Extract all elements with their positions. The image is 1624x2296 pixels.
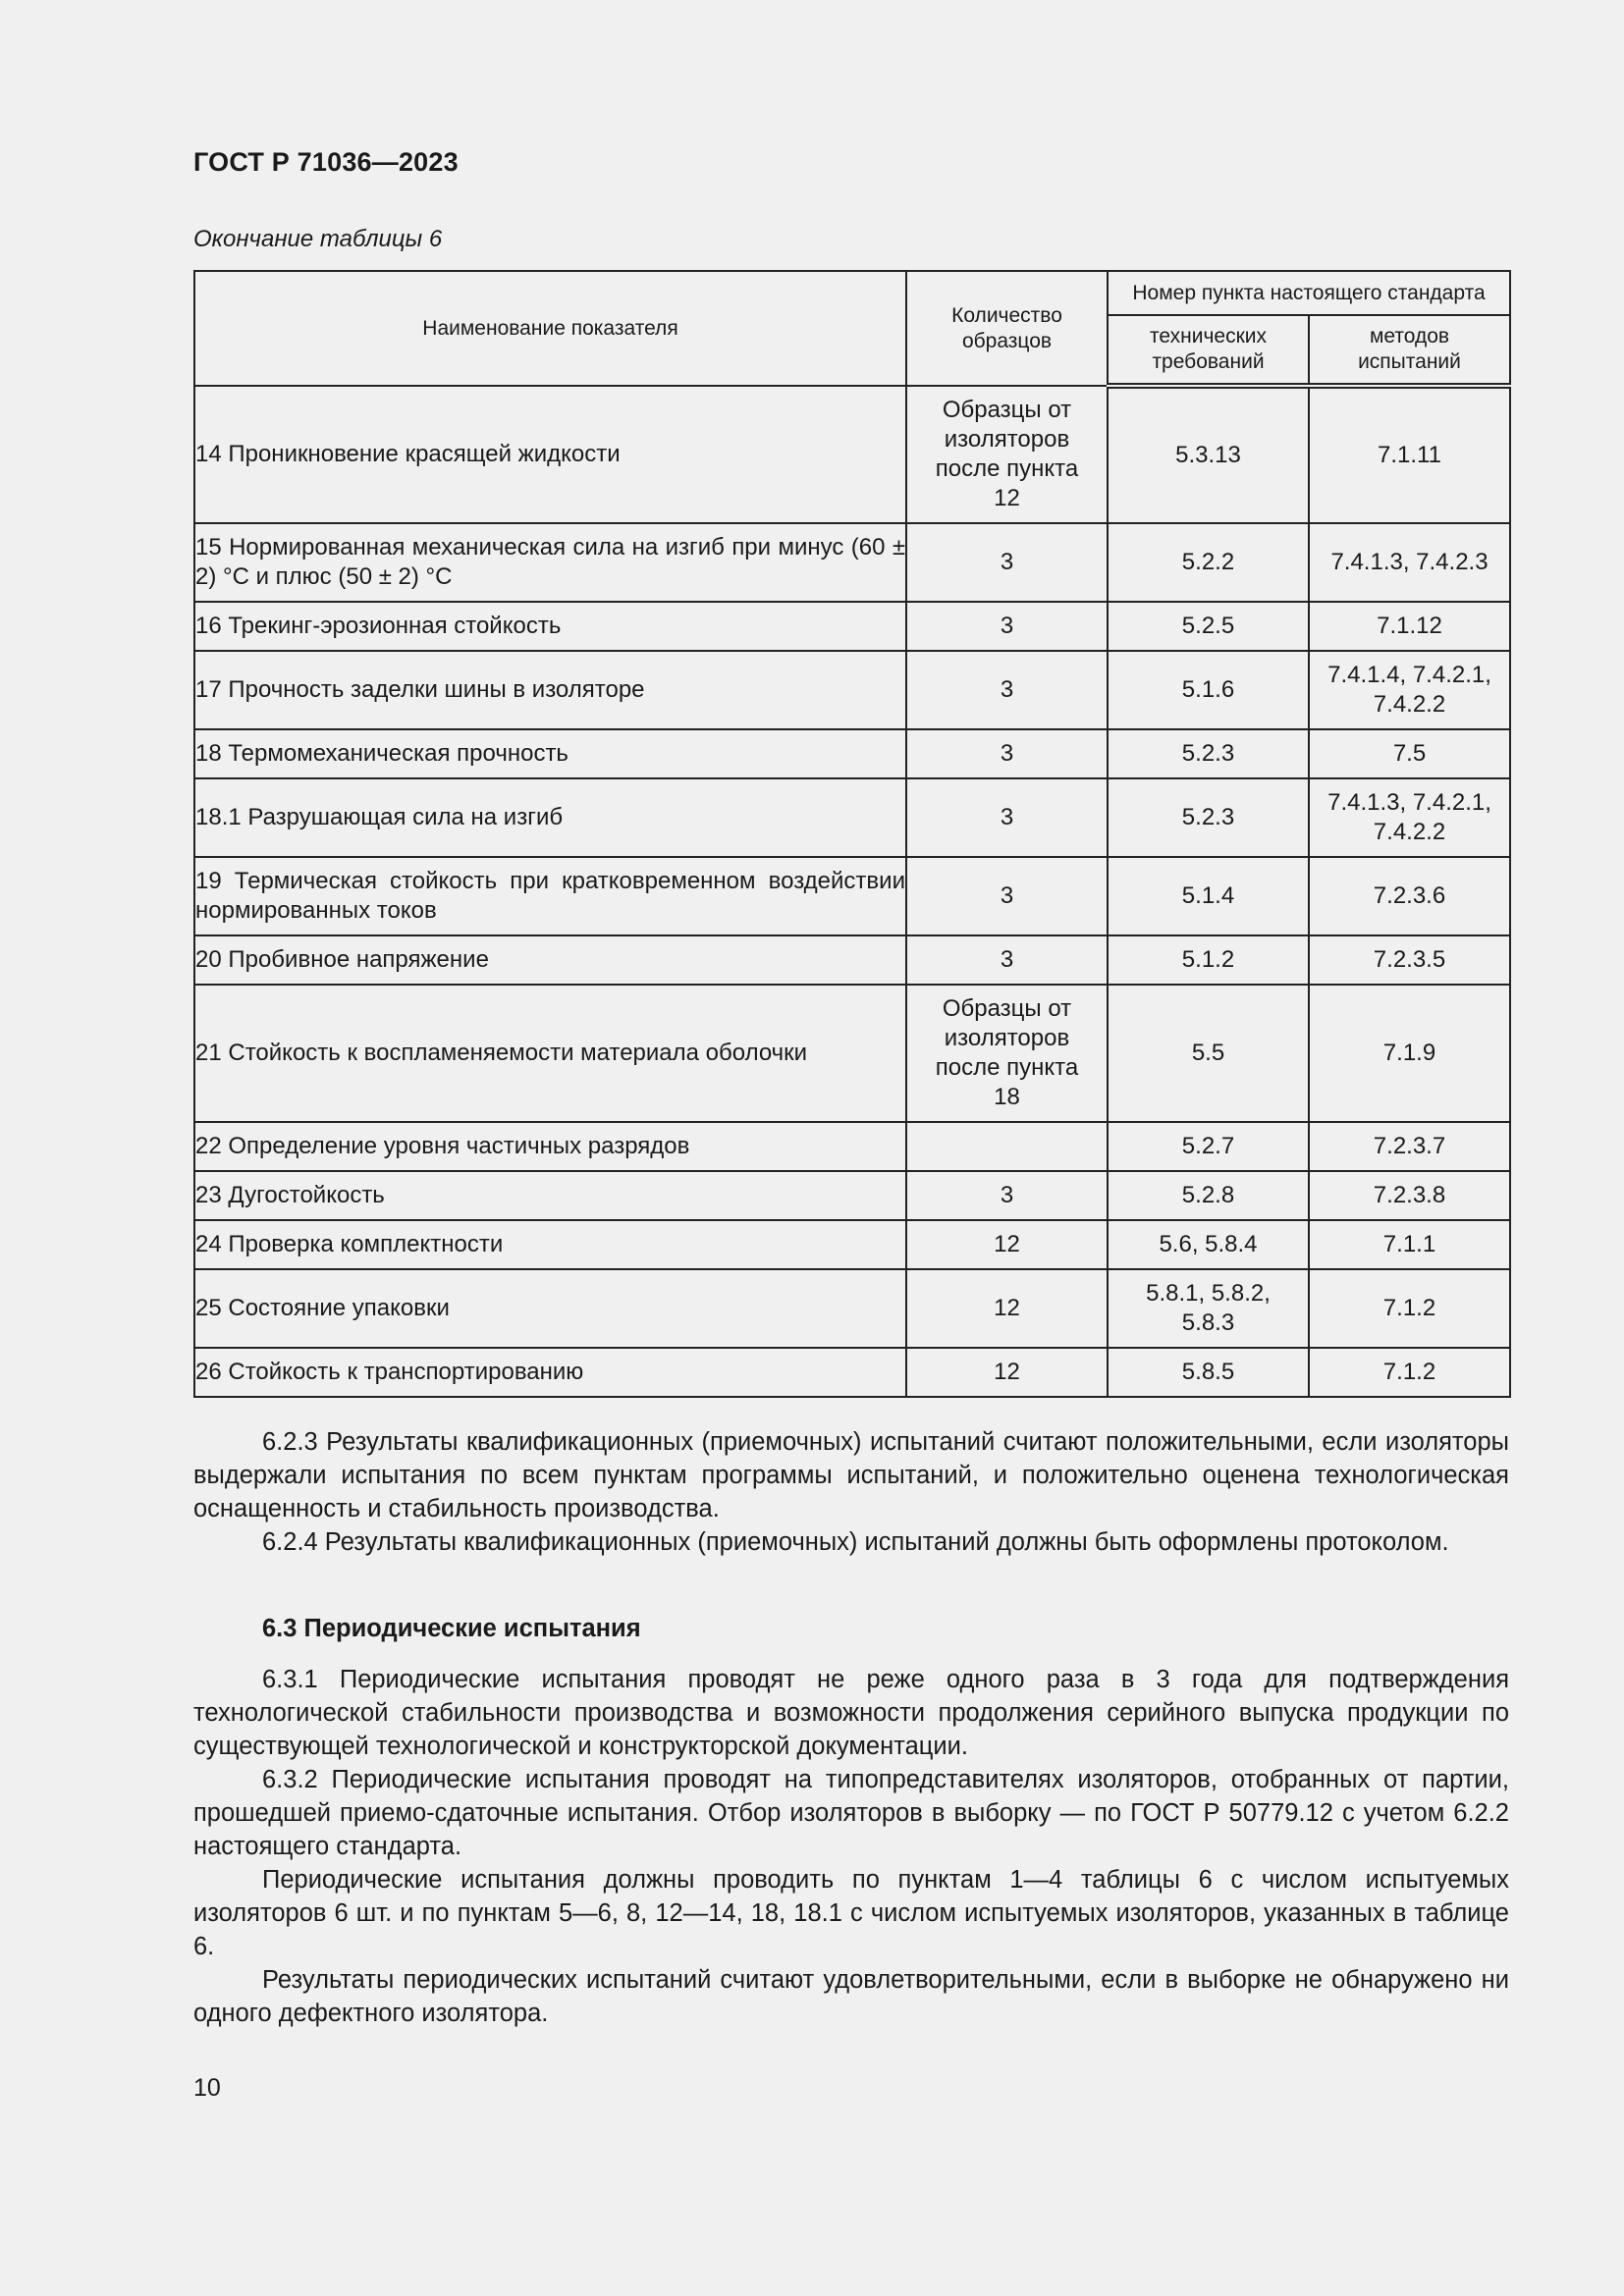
paragraph-periodic-items: Периодические испытания должны проводить по пунктам 1—4 таблицы 6 с числом испытуемых изоляторов 6 шт. и по пунктам 5—6, 8, 12—14, 18, 18.1 с числом испытуемых изоляторов, указанных в таблице 6.: [193, 1866, 1509, 1960]
row-methods: 7.1.9: [1309, 985, 1510, 1122]
table-row: [194, 1269, 1510, 1348]
row-name: 19 Термическая стойкость при кратковременном воздействии нормированных токов: [194, 857, 906, 935]
table-row: [194, 857, 1510, 935]
row-tech: 5.2.3: [1108, 729, 1309, 778]
table-row: [194, 778, 1510, 857]
row-name: 16 Трекинг-эрозионная стойкость: [194, 602, 906, 651]
section-heading-6-3: 6.3 Периодические испытания: [262, 1615, 641, 1642]
row-count: Образцы от изоляторов после пункта 18: [906, 985, 1108, 1122]
row-tech: 5.1.6: [1108, 651, 1309, 729]
document-code: ГОСТ Р 71036—2023: [193, 147, 459, 177]
row-name: 21 Стойкость к воспламеняемости материала оболочки: [194, 985, 906, 1122]
paragraph-6-3-1: 6.3.1 Периодические испытания проводят не реже одного раза в 3 года для подтверждения технологической стабильности производства и возможности продолжения серийного выпуска продукции по существующей технологической и конструкторской документации.: [193, 1666, 1509, 1760]
row-name: 17 Прочность заделки шины в изоляторе: [194, 651, 906, 729]
row-methods: 7.4.1.3, 7.4.2.1, 7.4.2.2: [1309, 778, 1510, 857]
row-count: 3: [906, 523, 1108, 602]
row-name: 23 Дугостойкость: [194, 1171, 906, 1220]
table-row: [194, 729, 1510, 778]
page-number: 10: [193, 2074, 221, 2102]
row-count: 3: [906, 1171, 1108, 1220]
row-name: 22 Определение уровня частичных разрядов: [194, 1122, 906, 1171]
row-tech: 5.5: [1108, 985, 1309, 1122]
row-tech: 5.2.7: [1108, 1122, 1309, 1171]
row-count: 12: [906, 1348, 1108, 1397]
column-header-methods: методов испытаний: [1309, 315, 1510, 386]
row-count: [906, 1122, 1108, 1171]
row-tech: 5.1.4: [1108, 857, 1309, 935]
table-row: [194, 1348, 1510, 1397]
table-row: [194, 602, 1510, 651]
column-header-name: Наименование показателя: [194, 271, 906, 386]
paragraph-6-2-4: 6.2.4 Результаты квалификационных (приемочных) испытаний должны быть оформлены протоколом.: [262, 1528, 1449, 1556]
row-tech: 5.2.3: [1108, 778, 1309, 857]
row-count: 3: [906, 651, 1108, 729]
row-methods: 7.4.1.3, 7.4.2.3: [1309, 523, 1510, 602]
row-name: 24 Проверка комплектности: [194, 1220, 906, 1269]
row-name: 18.1 Разрушающая сила на изгиб: [194, 778, 906, 857]
table-row: [194, 985, 1510, 1122]
row-methods: 7.1.1: [1309, 1220, 1510, 1269]
row-name: 15 Нормированная механическая сила на изгиб при минус (60 ± 2) °С и плюс (50 ± 2) °С: [194, 523, 906, 602]
row-count: 3: [906, 602, 1108, 651]
table-row: [194, 935, 1510, 985]
row-tech: 5.8.1, 5.8.2, 5.8.3: [1108, 1269, 1309, 1348]
table-caption: Окончание таблицы 6: [193, 226, 443, 252]
table-row: [194, 523, 1510, 602]
row-name: 20 Пробивное напряжение: [194, 935, 906, 985]
row-count: 12: [906, 1220, 1108, 1269]
table-header-row: [194, 271, 1510, 315]
column-header-group: Номер пункта настоящего стандарта: [1108, 271, 1510, 315]
row-tech: 5.3.13: [1108, 386, 1309, 523]
table-row: [194, 1220, 1510, 1269]
row-tech: 5.2.8: [1108, 1171, 1309, 1220]
table-row: [194, 651, 1510, 729]
body-block-6-3: [193, 1663, 1509, 2030]
row-count: 3: [906, 729, 1108, 778]
row-tech: 5.2.5: [1108, 602, 1309, 651]
row-count: Образцы от изоляторов после пункта 12: [906, 386, 1108, 523]
row-methods: 7.4.1.4, 7.4.2.1, 7.4.2.2: [1309, 651, 1510, 729]
row-name: 26 Стойкость к транспортированию: [194, 1348, 906, 1397]
row-methods: 7.2.3.6: [1309, 857, 1510, 935]
row-methods: 7.2.3.5: [1309, 935, 1510, 985]
paragraph-6-3-2: 6.3.2 Периодические испытания проводят на типопредставителях изоляторов, отобранных от партии, прошедшей приемо-сдаточные испытания. Отбор изоляторов в выборку — по ГОСТ Р 50779.12 с учетом 6.2.2 настоящего стандарта.: [193, 1766, 1509, 1860]
paragraph-6-2-3: 6.2.3 Результаты квалификационных (приемочных) испытаний считают положительными, если изоляторы выдержали испытания по всем пунктам программы испытаний, и положительно оценена технологическая оснащенность и стабильность производства.: [193, 1428, 1509, 1522]
row-tech: 5.1.2: [1108, 935, 1309, 985]
requirements-table: [193, 270, 1511, 1398]
row-methods: 7.1.2: [1309, 1269, 1510, 1348]
row-count: 3: [906, 857, 1108, 935]
row-tech: 5.6, 5.8.4: [1108, 1220, 1309, 1269]
column-header-tech: технических требований: [1108, 315, 1309, 386]
row-methods: 7.1.12: [1309, 602, 1510, 651]
paragraph-periodic-results: Результаты периодических испытаний считают удовлетворительными, если в выборке не обнаружено ни одного дефектного изолятора.: [193, 1966, 1509, 2027]
row-methods: 7.2.3.8: [1309, 1171, 1510, 1220]
row-name: 14 Проникновение красящей жидкости: [194, 386, 906, 523]
row-count: 12: [906, 1269, 1108, 1348]
row-methods: 7.1.2: [1309, 1348, 1510, 1397]
row-name: 18 Термомеханическая прочность: [194, 729, 906, 778]
column-header-count: Количество образцов: [906, 271, 1108, 386]
table-row: [194, 1122, 1510, 1171]
row-methods: 7.2.3.7: [1309, 1122, 1510, 1171]
row-name: 25 Состояние упаковки: [194, 1269, 906, 1348]
row-methods: 7.1.11: [1309, 386, 1510, 523]
row-methods: 7.5: [1309, 729, 1510, 778]
row-tech: 5.2.2: [1108, 523, 1309, 602]
row-tech: 5.8.5: [1108, 1348, 1309, 1397]
row-count: 3: [906, 778, 1108, 857]
row-count: 3: [906, 935, 1108, 985]
table-row: [194, 1171, 1510, 1220]
table-row: [194, 386, 1510, 523]
body-block-6-2: [193, 1425, 1509, 1559]
